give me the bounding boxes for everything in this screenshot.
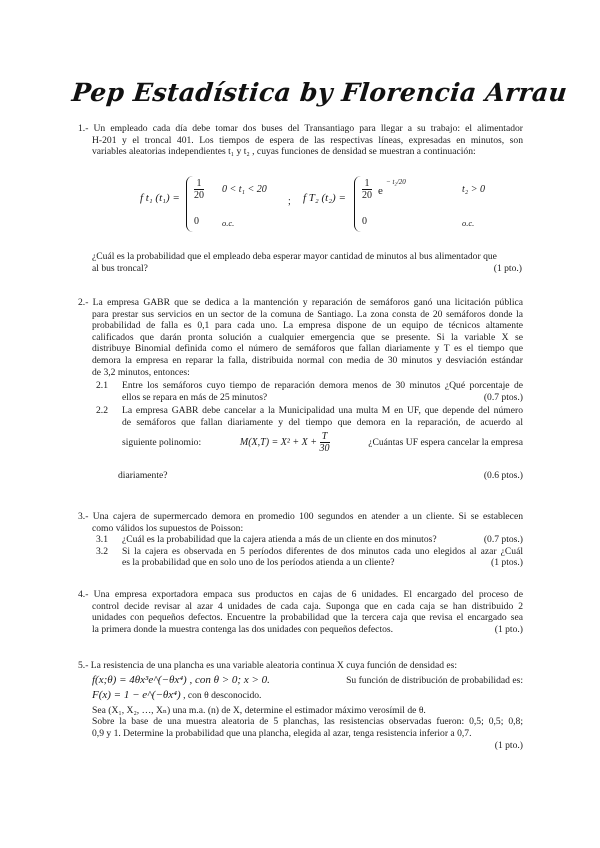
q5-cdf-formula: F(x) = 1 − e^(−θx⁴) <box>92 689 181 702</box>
q3-subs <box>92 534 523 569</box>
q1-points: (1 pto.) <box>493 262 522 274</box>
f2-brace <box>354 176 361 232</box>
q2-sub-1 <box>92 380 523 403</box>
q2-sub-2-line-2: de semáforos que fallan diariamente y del tiempo que demora en la reparación, de acuerdo al <box>122 416 523 428</box>
q2-polynomial-fraction: $\frac{T}{30}$ <box>319 431 330 455</box>
q2-sub-2 <box>92 405 523 454</box>
q4-line-1: 4.- Una empresa exportadora empaca sus productos en cajas de 6 unidades. El encargado del proceso de <box>78 589 523 600</box>
q2-line-5: distribuye Binomial definida como el número de semáforos que fallan diariamente y T es el tiempo que <box>92 343 523 355</box>
q5-line-4: Sobre la base de una muestra aleatoria de 5 planchas, las resistencias observadas fueron: 0,5; 0,5; 0,8; <box>92 716 523 728</box>
formula-separator: ; <box>288 196 291 207</box>
q3-sub-2-line-2: es la probabilidad que en solo uno de los períodos atienda a un cliente? <box>122 557 395 569</box>
q5-line-1: 5.- La resistencia de una plancha es una variable aleatoria continua X cuya función de densidad es: <box>78 660 458 671</box>
q5-line-5: 0,9 y 1. Determine la probabilidad que una plancha, elegida al azar, tenga resistencia inferior a 0,7. <box>92 727 472 739</box>
question-1 <box>78 123 523 158</box>
q2-polynomial: M(X,T) = X² + X + <box>239 436 317 448</box>
f2-zero: 0 <box>362 216 367 227</box>
q2-line-4: calificados que darán pronta solución a cualquier emergencia que se presente. Si la variable X se <box>92 331 523 343</box>
q1-line-2: H-201 y el troncal 401. Los tiempos de espera de las respectivas líneas, expresadas en minutos, son <box>92 134 523 146</box>
q2-line-1: 2.- La empresa GABR que se dedica a la mantención y reparación de semáforos ganó una licitación pública <box>78 297 523 308</box>
q2-line-2: para prestar sus servicios en un sector de la comuna de Santiago. La zona consta de 20 semáforos donde la <box>92 308 523 320</box>
f1-zero: 0 <box>194 216 199 227</box>
q2-sub-2-points: (0.6 ptos.) <box>483 470 523 481</box>
q2-sub-1-line-2: ellos se repara en más de 25 minutos? <box>122 391 268 403</box>
q2-sub-1-points: (0.7 ptos.) <box>483 391 523 403</box>
q1-question-line-1: ¿Cuál es la probabilidad que el empleado deba esperar mayor cantidad de minutos al bus alimentador que <box>92 251 497 262</box>
q4-line-3: unidades con pequeños defectos. Encuentre la probabilidad que la tercera caja que revisa el encargado sea <box>92 612 523 624</box>
q3-line-2: como válidos los supuestos de Poisson: <box>92 522 244 534</box>
q2-line-7: de 3,2 minutos, entonces: <box>92 366 190 378</box>
q1-question-line-2: al bus troncal? <box>92 262 148 274</box>
question-3 <box>78 511 523 534</box>
f2-label: f T₂ (t₂) = <box>303 192 346 204</box>
q2-sub-2-line-1: La empresa GABR debe cancelar a la Municipalidad una multa M en UF, que depende del número <box>122 405 523 416</box>
q2-sub-2-line-4: diariamente? <box>118 470 168 481</box>
f1-brace <box>186 176 193 232</box>
f2-exponent: − t₂/20 <box>386 178 406 186</box>
q5-line-3: Sea (X₁, X₂, …, Xₙ) una m.a. (n) de X, determine el estimador máximo verosímil de θ. <box>92 704 426 716</box>
q2-sub-2-line-3b: ¿Cuántas UF espera cancelar la empresa <box>368 436 523 448</box>
q3-sub-2-line-1: Si la cajera es observada en 5 períodos diferentes de dos minutos cada uno elegidos al azar ¿Cuál <box>122 545 523 557</box>
q1-question <box>92 251 522 274</box>
q1-line-1: 1.- Un empleado cada día debe tomar dos buses del Transantiago para llegar a su trabajo: el alimentador <box>78 123 523 134</box>
f1-fraction: $\frac{1}{20}$ <box>194 178 204 201</box>
f1-otherwise: o.c. <box>222 218 235 228</box>
q5-points: (1 pto.) <box>494 739 523 751</box>
q3-line-1: 3.- Una cajera de supermercado demora en promedio 100 segundos en atender a un cliente. Si se establecen <box>78 511 523 522</box>
q5-density-formula: f(x;θ) = 4θx³e^(−θx⁴) , con θ > 0; x > 0. <box>92 673 270 686</box>
q2-line-3: probabilidad de falla es 0,1 para cada uno. La empresa dispone de un equipo de técnicos altamente <box>92 320 523 332</box>
q2-line-6: demora la empresa en reparar la falla, distribuida normal con media de 30 minutos y desviación estándar <box>92 354 523 366</box>
f2-otherwise: o.c. <box>462 218 475 228</box>
q4-line-4: la primera donde la muestra contenga las dos unidades con pequeños defectos. <box>92 623 394 635</box>
f1-label: f t₁ (t₁) = <box>140 192 180 204</box>
f2-exponential: e <box>378 185 383 197</box>
q3-sub-2-points: (1 ptos.) <box>491 557 523 569</box>
q5-cdf-tail: , con θ desconocido. <box>183 690 262 702</box>
q2-sub-2-number: 2.2 <box>96 405 108 416</box>
q1-line-3: variables aleatorias independientes t₁ y t₂ , cuyas funciones de densidad se muestran a continuación: <box>92 146 476 158</box>
q4-line-2: control decide revisar al azar 4 unidades de cada caja. Suponga que en cada caja se han distribuido 2 <box>92 600 523 612</box>
q2-sub-2-line-3a: siguiente polinomio: <box>122 436 202 448</box>
q2-sub-2-footer <box>118 470 523 482</box>
q3-sub-1-text: ¿Cuál es la probabilidad que la cajera atienda a más de un cliente en dos minutos? <box>122 534 437 545</box>
question-4 <box>78 589 523 635</box>
q3-sub-1-number: 3.1 <box>96 534 108 545</box>
f2-fraction: $\frac{1}{20}$ <box>362 178 372 201</box>
q2-sub-1-number: 2.1 <box>96 380 108 391</box>
q3-sub-1-points: (0.7 ptos.) <box>483 534 523 545</box>
q5-density-tail: Su función de distribución de probabilidad es: <box>346 674 523 686</box>
f2-condition: t₂ > 0 <box>462 184 486 195</box>
q4-points: (1 pto.) <box>494 623 523 635</box>
question-5 <box>78 660 523 751</box>
q3-sub-2-number: 3.2 <box>96 545 108 557</box>
q2-sub-1-line-1: Entre los semáforos cuyo tiempo de reparación demora menos de 30 minutos ¿Qué porcentaje de <box>122 380 523 391</box>
page-title: Pep Estadística by Florencia Arrau <box>70 78 569 107</box>
question-2 <box>78 297 523 378</box>
f1-condition: 0 < t₁ < 20 <box>222 184 267 195</box>
